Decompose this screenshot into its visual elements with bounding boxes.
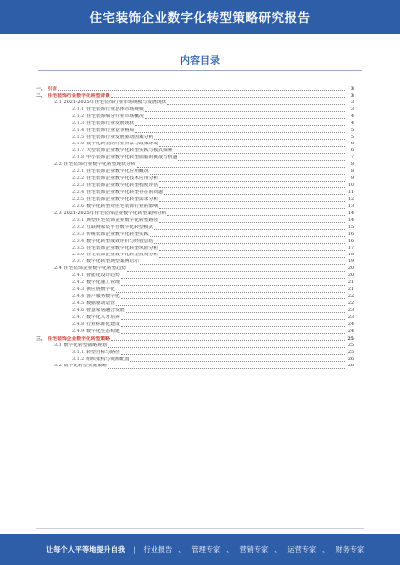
toc-entry-page: 13: [347, 203, 354, 209]
toc-entry-page: 25: [347, 349, 354, 355]
toc-entry-number: 三、: [36, 335, 46, 342]
toc-entry[interactable]: [36, 142, 354, 149]
toc-entry-number: 2.3.4: [72, 238, 85, 244]
toc-entry-page: 21: [347, 280, 354, 286]
toc-entry-number: 2.2: [54, 162, 62, 168]
toc-entry[interactable]: [36, 128, 354, 135]
toc-entry-page: 5: [350, 134, 354, 140]
toc-entry[interactable]: [36, 218, 354, 225]
toc-dot-leader: [167, 104, 345, 105]
footer-bar: [0, 534, 400, 565]
toc-entry[interactable]: [36, 294, 354, 301]
toc-entry-title: 2021-2025年住宅装饰行业市场规模与发展现状: [63, 99, 167, 105]
toc-entry-title: 转型目标与路径: [86, 349, 120, 355]
toc-entry-title: 住宅装饰企业数字化转型存在的问题: [86, 190, 163, 196]
footer-tags: [144, 545, 365, 555]
toc-entry[interactable]: [36, 162, 354, 169]
toc-dot-leader: [126, 312, 345, 313]
toc-dot-leader: [121, 354, 345, 355]
toc-entry-page: 22: [347, 301, 354, 307]
toc-entry-page: 4: [350, 120, 354, 126]
toc-entry-page: 20: [347, 266, 354, 272]
toc-entry-title: 住宅装饰行业竞争格局: [86, 127, 135, 133]
footer-tag-separator: 、: [178, 544, 186, 554]
toc-entry[interactable]: [36, 121, 354, 128]
toc-entry[interactable]: [36, 100, 354, 107]
toc-entry-title: 住宅装饰企业数字化转型需求分析: [86, 197, 159, 202]
toc-entry-number: 2.3.3: [72, 231, 85, 237]
toc-dot-leader: [145, 111, 345, 112]
toc-entry-number: 2.3.6: [72, 252, 85, 258]
toc-entry-number: 2.4.2: [72, 280, 85, 286]
toc-entry-page: 26: [347, 356, 354, 362]
toc-dot-leader: [159, 187, 345, 188]
toc-dot-leader: [127, 271, 345, 272]
toc-entry[interactable]: [36, 364, 354, 371]
toc-entry-number: 2.3.5: [72, 245, 85, 251]
toc-entry-number: 二、: [36, 92, 46, 99]
toc-heading: 内容目录: [180, 56, 220, 67]
toc-entry-title: 典型住宅装饰企业数字化转型路径: [86, 217, 159, 223]
toc-entry-title: 传统装饰企业数字化转型实践: [86, 231, 149, 237]
toc-entry-page: 21: [347, 287, 354, 293]
toc-entry-number: 2.4.9: [72, 328, 85, 334]
toc-entry-page: 17: [347, 245, 354, 251]
toc-entry-page: 8: [350, 162, 354, 168]
toc-entry-page: 14: [347, 210, 354, 216]
toc-dot-leader: [140, 264, 345, 265]
toc-dot-leader: [178, 160, 345, 161]
toc-entry-number: 2.1.8: [72, 155, 85, 161]
toc-entry-page: 16: [347, 238, 354, 244]
toc-entry-title: 住宅装饰行业发展驱动因素分析: [86, 134, 154, 140]
toc-entry[interactable]: [36, 225, 354, 232]
toc-dot-leader: [121, 319, 345, 320]
toc-entry-number: 2.1.7: [72, 148, 85, 154]
toc-entry-page: 7: [350, 155, 354, 161]
toc-entry-title: 行业标准化建设: [86, 321, 120, 327]
toc-entry[interactable]: [36, 197, 354, 204]
toc-dot-leader: [159, 181, 345, 182]
toc-entry[interactable]: [36, 239, 354, 246]
toc-entry[interactable]: [36, 273, 354, 280]
toc-dot-leader: [135, 125, 345, 126]
toc-entry-page: 3: [350, 99, 354, 105]
footer-tag-separator: 、: [274, 544, 282, 554]
toc-entry[interactable]: [36, 329, 354, 336]
toc-entry[interactable]: [36, 135, 354, 142]
toc-entry-title: 住宅装饰行业总体市场规模: [86, 106, 144, 112]
toc-entry-number: 2.1.2: [72, 113, 85, 119]
toc-dot-leader: [167, 215, 345, 216]
toc-heading-divider: [38, 70, 362, 71]
toc-entry-page: 20: [347, 273, 354, 279]
toc-dot-leader: [111, 340, 345, 341]
toc-entry-number: 2.4.7: [72, 314, 85, 320]
toc-entry[interactable]: [36, 204, 354, 211]
toc-entry-page: 11: [347, 190, 354, 196]
toc-entry-title: 住宅装饰企业数字化应用概况: [86, 169, 149, 175]
footer-tag: 财务专家: [335, 544, 365, 554]
toc-dot-leader: [135, 132, 345, 133]
toc-entry-number: 2.4.5: [72, 301, 85, 307]
footer-tag-separator: 、: [322, 544, 330, 554]
toc-entry-number: 2.1.1: [72, 106, 85, 112]
toc-entry[interactable]: [36, 357, 354, 364]
toc-entry-page: 24: [347, 328, 354, 334]
toc-entry[interactable]: [36, 259, 354, 266]
toc-entry-title: 数字化转型战略规划: [63, 342, 107, 348]
toc-dot-leader: [108, 347, 345, 348]
toc-entry-title: 2021-2025年住宅装饰企业数字化转型案例分析: [63, 210, 167, 216]
toc-entry-number: 2.2.5: [72, 197, 85, 202]
footer-tag: 管理专家: [191, 544, 221, 554]
toc-entry-page: 6: [350, 148, 354, 154]
toc-dot-leader: [159, 222, 345, 223]
toc-entry-title: 数字化生态构建: [86, 328, 120, 334]
toc-entry-number: 一、: [36, 86, 46, 92]
toc-entry-number: 3.1.2: [72, 356, 85, 362]
toc-entry[interactable]: [36, 114, 354, 121]
toc-entry-title: 住宅装饰企业数字化转型风险分析: [86, 245, 159, 251]
toc-entry-page: 12: [347, 197, 354, 202]
toc-entry-number: 3.2: [54, 363, 62, 369]
toc-entry-title: 引言: [47, 86, 58, 92]
toc-entry[interactable]: [36, 183, 354, 190]
toc-entry[interactable]: [36, 107, 354, 114]
toc-entry-page: 25: [347, 335, 354, 342]
toc-entry-page: 25: [347, 342, 354, 348]
toc-entry-number: 2.4.1: [72, 273, 85, 279]
toc-entry-title: 住宅装饰企业数字化转型策略: [47, 335, 110, 342]
toc-entry[interactable]: [36, 190, 354, 197]
toc-dot-leader: [159, 201, 345, 202]
toc-entry-title: 大型装饰企业数字化转型实践与模式探索: [86, 148, 173, 154]
toc-dot-leader: [121, 278, 345, 279]
toc-entry-page: 10: [347, 183, 354, 189]
toc-entry-page: 22: [347, 294, 354, 300]
toc-dot-leader: [150, 174, 345, 175]
toc-entry-title: 住宅装饰企业数字化转型程度评估: [86, 183, 159, 189]
toc-entry-page: 15: [347, 224, 354, 230]
toc-entry[interactable]: [36, 350, 354, 357]
toc-entry-number: 2.2.6: [72, 203, 85, 209]
toc-entry-number: 3.1: [54, 342, 62, 348]
toc-entry-page: 3: [350, 86, 354, 92]
footer-tag: 行业报告: [143, 544, 173, 554]
toc-entry-number: 2.1.5: [72, 134, 85, 140]
toc-dot-leader: [121, 326, 345, 327]
toc-dot-leader: [121, 285, 345, 286]
toc-dot-leader: [159, 208, 345, 209]
toc-entry-page: 19: [347, 259, 354, 265]
toc-entry-title: 住宅装饰行业数字化转型现状分析: [63, 162, 136, 168]
toc-dot-leader: [58, 90, 345, 91]
footer-tag: 运营专家: [287, 544, 317, 554]
toc-entry[interactable]: [36, 169, 354, 176]
footer-divider: [36, 528, 364, 529]
toc-entry-title: 组织架构与资源配置: [86, 356, 130, 362]
toc-entry-number: 3.1.1: [72, 349, 85, 355]
toc-entry-number: 2.4.6: [72, 308, 85, 313]
toc-dot-leader: [154, 139, 345, 140]
footer-slogan: 让每个人平等地提升自我: [46, 544, 126, 554]
toc-entry-number: 2.3.1: [72, 217, 85, 223]
toc-entry[interactable]: [36, 301, 354, 308]
toc-dot-leader: [154, 229, 345, 230]
toc-entry-number: 2.2.3: [72, 183, 85, 189]
toc-entry-page: 9: [350, 176, 354, 182]
toc-entry-number: 2.1: [54, 99, 62, 105]
toc-dot-leader: [116, 292, 345, 293]
toc-entry-title: 数字化转型成效评价与经验总结: [86, 238, 154, 244]
report-header-bar: [0, 0, 400, 34]
toc-entry-page: 5: [350, 127, 354, 133]
toc-entry-page: 26: [347, 363, 354, 369]
toc-entry[interactable]: [36, 280, 354, 287]
footer-tag-separator: 、: [226, 544, 234, 554]
toc-entry-page: 3: [350, 92, 354, 99]
toc-entry-title: 住宅装饰行业发展现状: [86, 120, 135, 126]
toc-dot-leader: [164, 194, 345, 195]
toc-entry-title: 客户服务数字化: [86, 294, 120, 300]
report-title: 住宅装饰企业数字化转型策略研究报告: [89, 10, 311, 25]
toc-entry[interactable]: [36, 343, 354, 350]
toc-entry-number: 2.4.8: [72, 321, 85, 327]
toc-entry-page: 6: [350, 141, 354, 147]
toc-entry-number: 2.4.4: [72, 294, 85, 300]
toc-entry[interactable]: [36, 211, 354, 218]
toc-entry-page: 24: [347, 321, 354, 327]
toc-dot-leader: [159, 250, 345, 251]
toc-entry[interactable]: [36, 86, 354, 93]
toc-entry[interactable]: [36, 148, 354, 155]
table-of-contents: [36, 86, 354, 370]
toc-entry-title: 供应链数字化: [86, 287, 116, 293]
toc-entry-title: 智慧家居融合发展: [86, 308, 125, 313]
toc-entry-title: 住宅装饰细分行业市场概况: [86, 113, 144, 119]
toc-entry-page: 3: [350, 106, 354, 112]
toc-entry-page: 8: [350, 169, 354, 175]
toc-entry[interactable]: [36, 155, 354, 162]
toc-entry-title: 住宅装饰企业数字化技术应用分析: [86, 176, 159, 182]
toc-dot-leader: [137, 167, 345, 168]
toc-dot-leader: [130, 361, 345, 362]
toc-dot-leader: [121, 333, 345, 334]
toc-dot-leader: [159, 146, 345, 147]
toc-entry-number: 2.1.3: [72, 120, 85, 126]
toc-entry[interactable]: [36, 93, 354, 100]
toc-entry-number: 2.2.4: [72, 190, 85, 196]
toc-entry-title: 数字化转型实施策略: [63, 363, 107, 369]
toc-entry-number: 2.4.3: [72, 287, 85, 293]
toc-dot-leader: [111, 97, 345, 98]
toc-entry-number: 2.2.2: [72, 176, 85, 182]
toc-entry-number: 2.3.2: [72, 224, 85, 230]
toc-entry-number: 2.3: [54, 210, 62, 216]
toc-entry-number: 2.2.1: [72, 169, 85, 175]
toc-entry[interactable]: [36, 253, 354, 260]
toc-entry-title: 互联网家装平台数字化转型模式: [86, 224, 154, 230]
toc-entry-page: 23: [347, 308, 354, 313]
toc-entry[interactable]: [36, 232, 354, 239]
toc-entry-title: 智能化设计趋势: [86, 273, 120, 279]
toc-dot-leader: [121, 298, 345, 299]
toc-entry[interactable]: [36, 308, 354, 315]
toc-entry[interactable]: [36, 287, 354, 294]
toc-entry-title: 住宅装饰企业数字化转型趋势: [63, 266, 127, 272]
toc-entry-title: 住宅装饰企业数字化转型投资分析: [86, 252, 159, 258]
toc-entry-title: 数据驱动运营: [86, 301, 116, 307]
toc-dot-leader: [150, 236, 345, 237]
toc-dot-leader: [159, 257, 345, 258]
toc-entry[interactable]: [36, 176, 354, 183]
toc-entry-number: 2.4: [54, 266, 62, 272]
toc-entry-title: 数字化转型典型案例启示: [86, 259, 139, 265]
footer-separator: |: [133, 545, 136, 554]
toc-entry[interactable]: [36, 336, 354, 343]
toc-dot-leader: [145, 118, 345, 119]
toc-entry-title: 住宅装饰行业数字化转型背景: [47, 92, 110, 99]
toc-entry-page: 23: [347, 314, 354, 320]
toc-entry[interactable]: [36, 246, 354, 253]
toc-entry-page: 14: [347, 217, 354, 223]
toc-entry-page: 16: [347, 231, 354, 237]
toc-entry[interactable]: [36, 322, 354, 329]
toc-entry-number: 2.3.7: [72, 259, 85, 265]
toc-entry-number: 2.1.6: [72, 141, 85, 147]
toc-entry-title: 数字化施工管理: [86, 280, 120, 286]
toc-entry-title: 数字化人才培养: [86, 314, 120, 320]
toc-entry[interactable]: [36, 315, 354, 322]
toc-dot-leader: [108, 368, 345, 369]
toc-entry-number: 2.1.4: [72, 127, 85, 133]
toc-entry-page: 4: [350, 113, 354, 119]
toc-entry[interactable]: [36, 266, 354, 273]
footer-tag: 营销专家: [239, 544, 269, 554]
toc-dot-leader: [174, 153, 345, 154]
toc-entry-title: 数字化转型的行业背景与政策环境: [86, 141, 159, 147]
toc-dot-leader: [116, 305, 345, 306]
toc-entry-title: 中小装饰企业数字化转型面临的挑战与机遇: [86, 155, 178, 161]
toc-dot-leader: [154, 243, 345, 244]
toc-entry-page: 18: [347, 252, 354, 258]
toc-entry-title: 数字化转型对住宅装饰行业的影响: [86, 203, 159, 209]
